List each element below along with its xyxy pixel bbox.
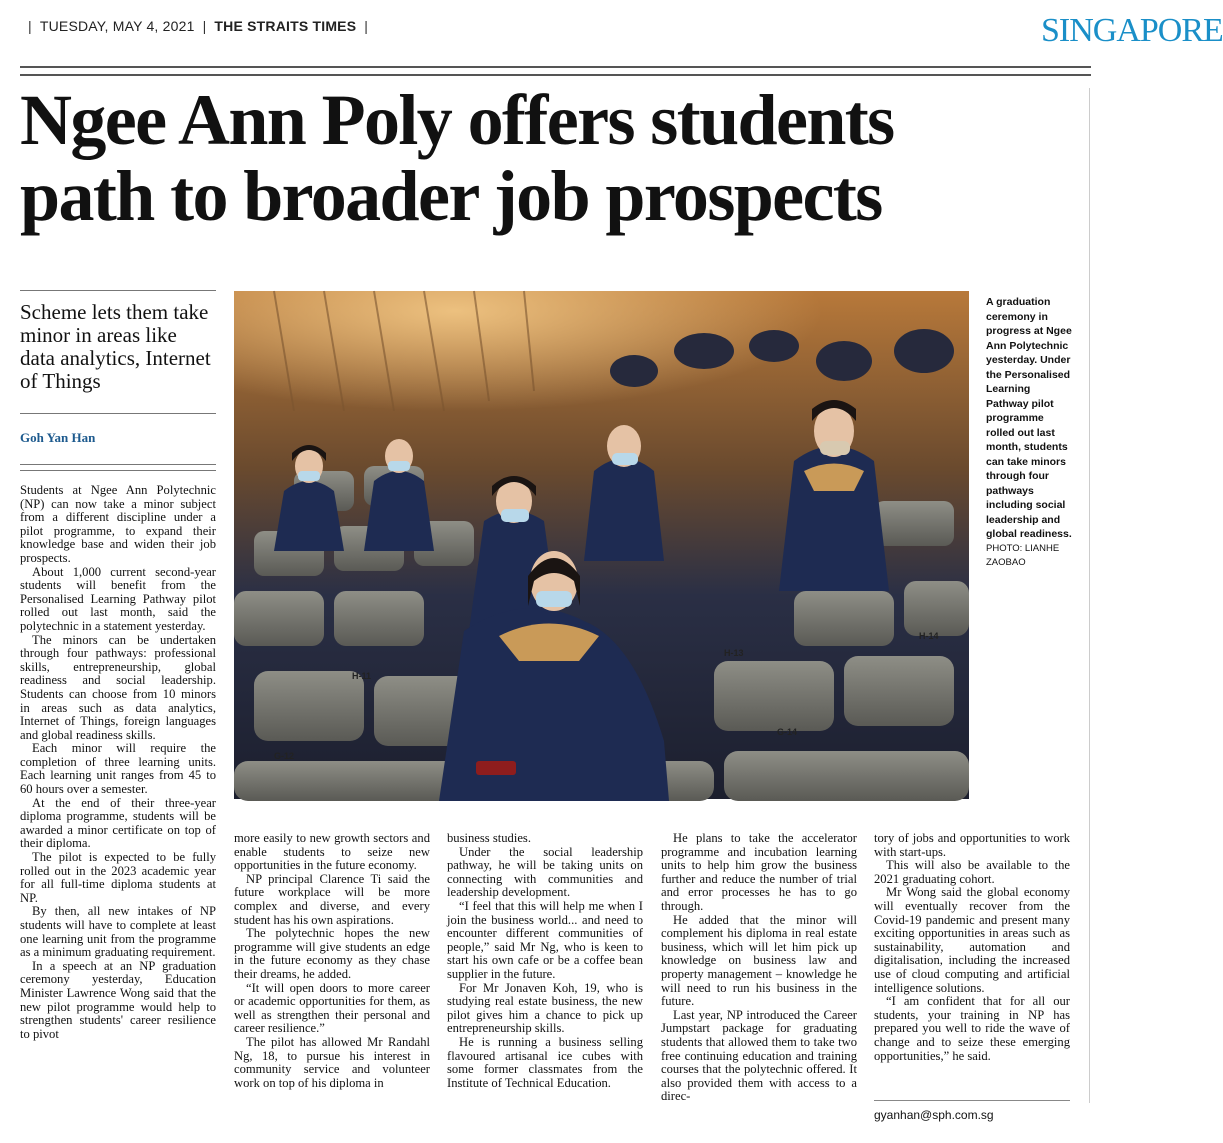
article-column-3 (447, 832, 643, 1090)
paragraph: The pilot has allowed Mr Randahl Ng, 18, to pursue his interest in community service and volunteer work on top of his diploma in (234, 1034, 430, 1090)
seat-label: G-12 (274, 751, 295, 761)
paragraph: business studies. (447, 831, 531, 845)
deck: Scheme lets them take minor in areas like data analytics, Internet of Things (20, 300, 211, 393)
paragraph: About 1,000 current second-year students will benefit from the Personalised Learning Pathway pilot rolled out last month, said the polytechnic in a statement yesterday. (20, 564, 216, 633)
paragraph: Last year, NP introduced the Career Jumpstart package for graduating students that allowed them to take two free continuing education and training courses that the polytechnic offered. It also provided them with access to a direc- (661, 1007, 857, 1104)
paragraph: Students at Ngee Ann Polytechnic (NP) can now take a minor subject from a different discipline under a pilot programme, to expand their knowledge base and widen their job prospects. (20, 483, 216, 565)
column-rule (1089, 88, 1090, 1103)
paragraph: By then, all new intakes of NP students will have to complete at least one learning unit from the programme as a minimum graduating requirement. (20, 904, 216, 960)
headline (20, 82, 1080, 234)
headline-line-1: Ngee Ann Poly offers students (20, 80, 894, 160)
paragraph: He plans to take the accelerator programme and incubation learning units to help him grow the business further and reduce the number of trial and error processes he has to go through. (661, 831, 857, 913)
article-column-2 (234, 832, 430, 1090)
article-column-5 (874, 832, 1070, 1063)
issue-date: TUESDAY, MAY 4, 2021 (39, 18, 195, 34)
headline-line-2: path to broader job prospects (20, 156, 882, 236)
seat-label: H-14 (919, 631, 939, 641)
seat-label: H-11 (352, 671, 372, 681)
paragraph: more easily to new growth sectors and enable students to seize new opportunities in the future economy. (234, 831, 430, 873)
paragraph: Under the social leadership pathway, he will be taking units on connecting with communities and leadership development. (447, 844, 643, 900)
paragraph: Mr Wong said the global economy will eventually recover from the Covid-19 pandemic and present many exciting opportunities in areas such as sustainability, automation and digitalisation, including the increased use of cloud computing and artificial intelligence solutions. (874, 885, 1070, 995)
article-column-1 (20, 484, 216, 1041)
paragraph: The pilot is expected to be fully rolled out in the 2023 academic year for all full-time diploma students at NP. (20, 850, 216, 905)
deck-rule-bottom (20, 413, 216, 414)
paragraph: Each minor will require the completion of three learning units. Each learning unit ranges from 45 to 60 hours over a semester. (20, 741, 216, 797)
publication-name: THE STRAITS TIMES (214, 18, 357, 34)
paragraph: The polytechnic hopes the new programme will give students an edge in the future economy as they chase their dreams, he added. (234, 926, 430, 981)
article-column-4 (661, 832, 857, 1104)
paragraph: NP principal Clarence Ti said the future workplace will be more complex and diverse, and every student has his own aspirations. (234, 871, 430, 927)
graduation-ceremony-image (234, 291, 969, 799)
paragraph: The minors can be undertaken through four pathways: professional skills, entrepreneurship, global readiness and social leadership. Students can choose from 10 minors in areas such as data analytics, Internet of Things, foreign languages and global readiness skills. (20, 632, 216, 742)
masthead-strip (20, 18, 376, 34)
email-rule (874, 1100, 1070, 1101)
deck-rule-top (20, 290, 216, 291)
paragraph: He added that the minor will complement his diploma in real estate business, which will let him pick up knowledge on business law and property management – knowledge he will need to run his business in the future. (661, 912, 857, 1009)
photo-credit: PHOTO: LIANHE ZAOBAO (986, 542, 1060, 568)
paragraph: In a speech at an NP graduation ceremony yesterday, Education Minister Lawrence Wong said that the new pilot programme would help to strengthen students' career resilience to pivot (20, 958, 216, 1041)
paragraph: At the end of their three-year diploma programme, students will be awarded a minor certificate on top of their diploma. (20, 795, 216, 851)
masthead-rule (20, 66, 1091, 76)
divider: | (28, 18, 32, 34)
byline-rule (20, 464, 216, 471)
photo-caption (986, 295, 1074, 571)
paragraph: For Mr Jonaven Koh, 19, who is studying real estate business, the new pilot gives him a chance to pick up entrepreneurship skills. (447, 980, 643, 1036)
byline: Goh Yan Han (20, 430, 96, 445)
paragraph: This will also be available to the 2021 graduating cohort. (874, 858, 1070, 886)
divider: | (202, 18, 207, 34)
paragraph: “I feel that this will help me when I join the business world... and need to encounter different communities of people,” said Mr Ng, who is keen to start his own cafe or be a coffee bean supplier in the future. (447, 898, 643, 981)
paragraph: “It will open doors to more career or academic opportunities for them, as well as strengthen their personal and career resilience.” (234, 980, 430, 1036)
seat-label: G-14 (777, 727, 798, 737)
paragraph: tory of jobs and opportunities to work with start-ups. (874, 831, 1070, 859)
paragraph: He is running a business selling flavoured artisanal ice cubes with some former classmates from the Institute of Technical Education. (447, 1034, 643, 1090)
caption-text: A graduation ceremony in progress at Ngee Ann Polytechnic yesterday. Under the Personalised Learning Pathway pilot programme rolled out last month, students can take minors through four pathways including social leadership and global readiness. (986, 296, 1072, 540)
divider: | (364, 18, 369, 34)
seat-label: H-13 (724, 648, 744, 658)
section-label: SINGAPORE (1041, 12, 1223, 49)
graduation-photo (234, 291, 969, 799)
paragraph: “I am confident that for all our students, your training in NP has prepared you well to ride the wave of change and to seize these emerging opportunities,” he said. (874, 994, 1070, 1063)
author-email[interactable]: gyanhan@sph.com.sg (874, 1108, 994, 1122)
